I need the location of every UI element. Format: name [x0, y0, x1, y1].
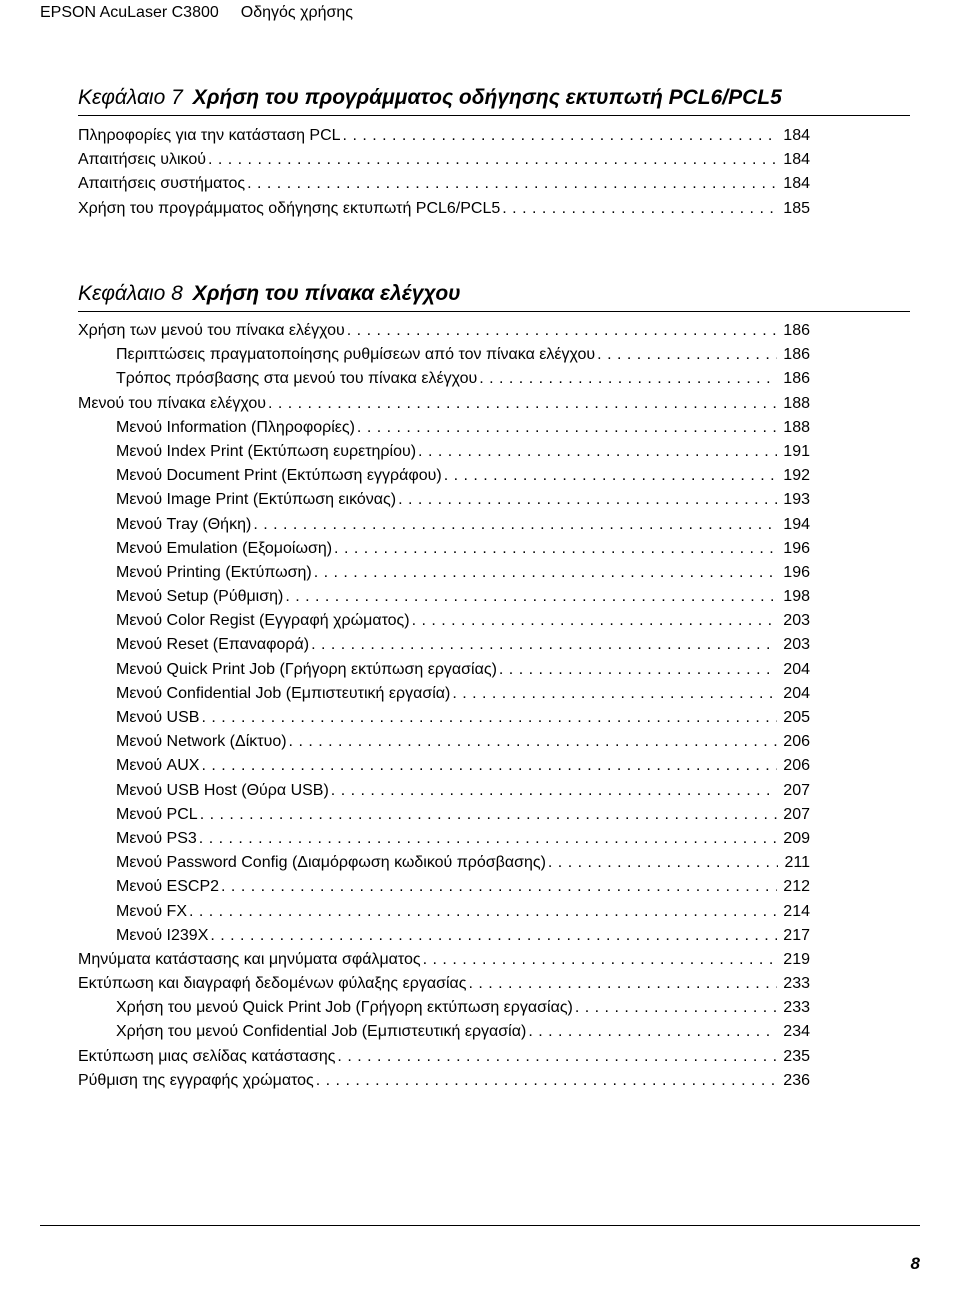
toc-entry[interactable] — [78, 1072, 810, 1096]
toc-entry-label: Μενού Reset (Επαναφορά) — [116, 636, 310, 654]
toc-entry-page: 184 — [783, 175, 810, 193]
toc-entry-page: 219 — [783, 950, 810, 968]
toc-entry-label: Μενού I239X — [116, 926, 209, 944]
toc-entry-label: Μενού Color Regist (Εγγραφή χρώματος) — [116, 612, 410, 630]
chapter-8-heading — [78, 282, 910, 312]
toc-entry-page: 234 — [783, 1023, 810, 1041]
toc-entry[interactable] — [78, 975, 810, 999]
toc-entry[interactable] — [78, 830, 810, 854]
toc-entry[interactable] — [78, 491, 810, 515]
dot-leader — [343, 127, 778, 145]
chapter-7-number: Κεφάλαιο 7 — [78, 86, 183, 109]
toc-entry-label: Περιπτώσεις πραγματοποίησης ρυθμίσεων από τον πίνακα ελέγχου — [116, 346, 596, 364]
chapter-8-toc — [78, 322, 810, 1096]
toc-entry-label: Μενού του πίνακα ελέγχου — [78, 394, 266, 412]
toc-entry[interactable] — [78, 1048, 810, 1072]
dot-leader — [575, 999, 777, 1017]
toc-entry-label: Μενού ESCP2 — [116, 878, 220, 896]
toc-entry-label: Χρήση του μενού Confidential Job (Εμπιστευτική εργασία) — [116, 1023, 527, 1041]
page-number: 8 — [910, 1254, 920, 1273]
toc-entry[interactable] — [78, 661, 810, 685]
toc-entry-page: 233 — [783, 999, 810, 1017]
toc-entry[interactable] — [78, 588, 810, 612]
toc-entry-page: 188 — [783, 418, 810, 436]
toc-entry-label: Χρήση των μενού του πίνακα ελέγχου — [78, 322, 345, 339]
dot-leader — [331, 782, 778, 800]
toc-entry[interactable] — [78, 951, 810, 975]
toc-entry-page: 194 — [783, 515, 810, 533]
chapter-7-title: Χρήση του προγράμματος οδήγησης εκτυπωτή PCL6/PCL5 — [192, 86, 782, 109]
toc-entry-page: 217 — [783, 926, 810, 944]
dot-leader — [418, 443, 777, 461]
toc-entry-label: Χρήση του προγράμματος οδήγησης εκτυπωτή PCL6/PCL5 — [78, 199, 501, 217]
dot-leader — [479, 370, 777, 388]
chapter-7-toc — [78, 127, 810, 224]
toc-entry-page: 184 — [783, 127, 810, 144]
toc-entry[interactable] — [78, 782, 810, 806]
toc-entry[interactable] — [78, 903, 810, 927]
dot-leader — [337, 1048, 777, 1066]
toc-entry-page: 193 — [783, 491, 810, 509]
product-name: EPSON AcuLaser C3800 — [40, 4, 219, 21]
dot-leader — [210, 927, 777, 945]
toc-entry[interactable] — [78, 612, 810, 636]
dot-leader — [468, 975, 777, 993]
toc-entry[interactable] — [78, 370, 810, 394]
toc-entry-label: Μενού USB — [116, 709, 200, 726]
toc-entry-page: 211 — [784, 854, 810, 872]
toc-entry-page: 204 — [783, 660, 810, 678]
toc-entry-page: 184 — [783, 151, 810, 169]
dot-leader — [548, 854, 779, 872]
toc-entry-page: 188 — [783, 394, 810, 412]
toc-entry[interactable] — [78, 1023, 810, 1047]
toc-entry-label: Μενού Tray (Θήκη) — [116, 515, 252, 533]
toc-entry-page: 206 — [783, 757, 810, 775]
dot-leader — [285, 588, 777, 606]
dot-leader — [289, 733, 778, 751]
toc-entry-page: 192 — [783, 467, 810, 485]
toc-entry[interactable] — [78, 927, 810, 951]
chapter-8-title: Χρήση του πίνακα ελέγχου — [192, 282, 461, 305]
toc-entry-label: Μενού PCL — [116, 805, 198, 823]
toc-entry-page: 205 — [783, 709, 810, 726]
dot-leader — [334, 540, 777, 558]
toc-entry-label: Χρήση του μενού Quick Print Job (Γρήγορη εκτύπωση εργασίας) — [116, 999, 573, 1017]
toc-entry[interactable] — [78, 854, 810, 878]
toc-entry[interactable] — [78, 151, 810, 175]
dot-leader — [412, 612, 778, 630]
toc-entry-page: 203 — [783, 612, 810, 630]
toc-entry[interactable] — [78, 395, 810, 419]
toc-entry-page: 209 — [783, 829, 810, 847]
toc-entry[interactable] — [78, 757, 810, 781]
toc-entry-page: 207 — [783, 805, 810, 823]
dot-leader — [189, 903, 777, 921]
toc-entry-page: 214 — [783, 902, 810, 920]
dot-leader — [201, 757, 777, 775]
toc-entry-page: 196 — [783, 539, 810, 557]
toc-entry-page: 203 — [783, 636, 810, 654]
toc-entry[interactable] — [78, 564, 810, 588]
toc-entry-page: 235 — [783, 1047, 810, 1065]
toc-entry[interactable] — [78, 806, 810, 830]
dot-leader — [208, 151, 777, 169]
toc-entry-label: Μενού Document Print (Εκτύπωση εγγράφου) — [116, 467, 442, 485]
toc-entry[interactable] — [78, 999, 810, 1023]
toc-entry-label: Απαιτήσεις συστήματος — [78, 175, 246, 193]
dot-leader — [499, 661, 777, 679]
dot-leader — [398, 491, 777, 509]
dot-leader — [268, 395, 777, 413]
toc-entry-label: Εκτύπωση και διαγραφή δεδομένων φύλαξης εργασίας — [78, 975, 467, 993]
dot-leader — [528, 1023, 777, 1041]
toc-entry-label: Μενού AUX — [116, 757, 200, 775]
toc-entry[interactable] — [78, 733, 810, 757]
dot-leader — [597, 346, 777, 364]
toc-entry[interactable] — [78, 346, 810, 370]
toc-entry[interactable] — [78, 322, 810, 346]
dot-leader — [221, 878, 777, 896]
toc-entry-label: Πληροφορίες για την κατάσταση PCL — [78, 127, 341, 144]
toc-entry-label: Μενού Password Config (Διαμόρφωση κωδικού πρόσβασης) — [116, 854, 546, 872]
chapter-7-heading — [78, 86, 910, 116]
toc-entry[interactable] — [78, 419, 810, 443]
toc-entry-label: Μενού Network (Δίκτυο) — [116, 733, 287, 751]
dot-leader — [357, 419, 777, 437]
dot-leader — [199, 830, 778, 848]
toc-entry-label: Μενού Image Print (Εκτύπωση εικόνας) — [116, 491, 397, 509]
dot-leader — [201, 709, 777, 727]
toc-entry-page: 185 — [783, 199, 810, 217]
toc-entry-page: 233 — [783, 975, 810, 993]
toc-entry-label: Μενού Emulation (Εξομοίωση) — [116, 539, 333, 557]
toc-entry[interactable] — [78, 467, 810, 491]
toc-entry-page: 207 — [783, 781, 810, 799]
dot-leader — [444, 467, 778, 485]
toc-entry-label: Τρόπος πρόσβασης στα μενού του πίνακα ελέγχου — [116, 370, 478, 388]
toc-entry[interactable] — [78, 709, 810, 733]
toc-entry[interactable] — [78, 636, 810, 660]
dot-leader — [502, 200, 777, 218]
toc-entry-label: Μενού PS3 — [116, 829, 197, 847]
toc-entry-page: 204 — [783, 684, 810, 702]
dot-leader — [423, 951, 778, 969]
dot-leader — [347, 322, 778, 340]
footer-rule — [40, 1225, 920, 1226]
toc-entry[interactable] — [78, 127, 810, 151]
toc-entry-label: Μενού FX — [116, 902, 187, 920]
chapter-8-number: Κεφάλαιο 8 — [78, 282, 183, 305]
toc-entry-label: Απαιτήσεις υλικού — [78, 151, 206, 169]
toc-entry[interactable] — [78, 175, 810, 199]
toc-entry[interactable] — [78, 516, 810, 540]
toc-entry-label: Μενού Information (Πληροφορίες) — [116, 418, 355, 436]
toc-entry[interactable] — [78, 878, 810, 902]
toc-entry-page: 191 — [783, 442, 810, 460]
toc-entry-page: 196 — [783, 563, 810, 581]
dot-leader — [311, 636, 777, 654]
toc-entry-label: Μενού Quick Print Job (Γρήγορη εκτύπωση εργασίας) — [116, 660, 497, 678]
toc-entry-page: 186 — [783, 346, 810, 364]
toc-entry-label: Μενού USB Host (Θύρα USB) — [116, 781, 329, 799]
toc-entry-page: 236 — [783, 1071, 810, 1089]
toc-entry-label: Μηνύματα κατάστασης και μηνύματα σφάλματος — [78, 950, 421, 968]
dot-leader — [253, 516, 777, 534]
toc-entry-label: Μενού Setup (Ρύθμιση) — [116, 588, 284, 606]
dot-leader — [314, 564, 778, 582]
running-header — [0, 0, 960, 26]
dot-leader — [200, 806, 778, 824]
toc-entry-page: 206 — [783, 733, 810, 751]
toc-entry-label: Εκτύπωση μιας σελίδας κατάστασης — [78, 1047, 336, 1065]
toc-entry-label: Μενού Index Print (Εκτύπωση ευρετηρίου) — [116, 442, 417, 460]
guide-title: Οδηγός χρήσης — [240, 4, 353, 21]
toc-entry-page: 186 — [783, 322, 810, 339]
toc-entry[interactable] — [78, 200, 810, 224]
toc-entry-page: 186 — [783, 370, 810, 388]
toc-entry-label: Μενού Printing (Εκτύπωση) — [116, 563, 312, 581]
dot-leader — [247, 175, 777, 193]
toc-entry[interactable] — [78, 685, 810, 709]
toc-entry-page: 212 — [783, 878, 810, 896]
dot-leader — [452, 685, 777, 703]
toc-entry[interactable] — [78, 443, 810, 467]
toc-entry-label: Ρύθμιση της εγγραφής χρώματος — [78, 1071, 314, 1089]
toc-entry-label: Μενού Confidential Job (Εμπιστευτική εργασία) — [116, 684, 451, 702]
toc-entry-page: 198 — [783, 588, 810, 606]
dot-leader — [316, 1072, 778, 1090]
toc-entry[interactable] — [78, 540, 810, 564]
